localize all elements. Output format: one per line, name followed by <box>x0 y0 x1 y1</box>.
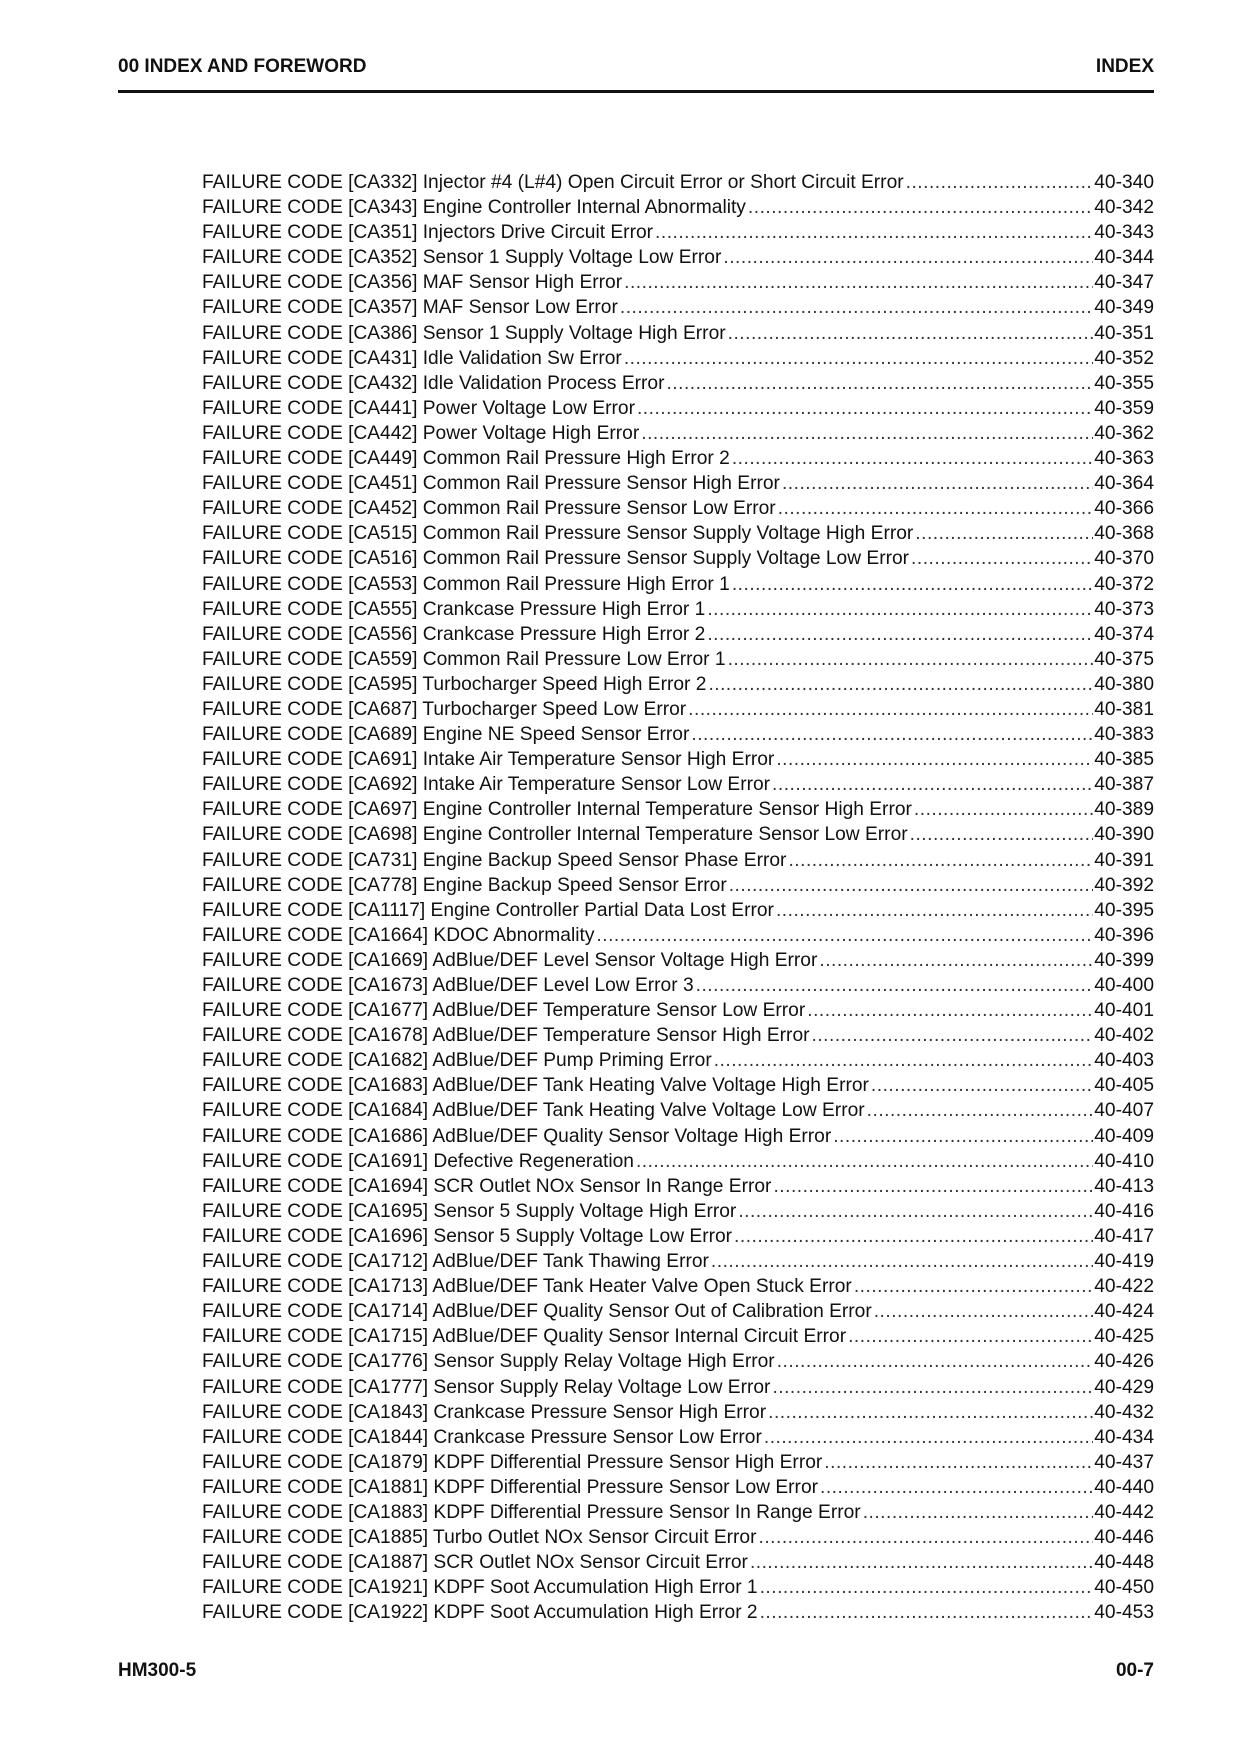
index-entry[interactable] <box>202 446 1154 471</box>
index-entry-page: 40-425 <box>1094 1326 1154 1348</box>
dot-leader <box>637 396 1093 421</box>
index-entry-page: 40-453 <box>1094 1602 1154 1624</box>
dot-leader <box>691 722 1093 747</box>
index-entry[interactable] <box>202 1375 1154 1400</box>
dot-leader <box>748 195 1093 220</box>
index-entry[interactable] <box>202 1400 1154 1425</box>
index-entry-title: FAILURE CODE [CA442] Power Voltage High Error <box>202 422 640 444</box>
index-entry-page: 40-340 <box>1094 172 1154 193</box>
index-entry-title: FAILURE CODE [CA1713] AdBlue/DEF Tank Heater Valve Open Stuck Error <box>202 1276 852 1298</box>
dot-leader <box>772 772 1093 797</box>
index-entry-page: 40-352 <box>1094 347 1154 369</box>
dot-leader <box>772 1375 1093 1400</box>
index-entry-title: FAILURE CODE [CA559] Common Rail Pressure Low Error 1 <box>202 648 726 670</box>
page-header <box>118 56 1154 93</box>
index-entry-page: 40-344 <box>1094 247 1154 269</box>
index-entry[interactable] <box>202 923 1154 948</box>
index-entry-title: FAILURE CODE [CA1921] KDPF Soot Accumulation High Error 1 <box>202 1577 758 1599</box>
index-entry[interactable] <box>202 873 1154 898</box>
dot-leader <box>760 1600 1094 1625</box>
dot-leader <box>776 898 1093 923</box>
dot-leader <box>867 1098 1094 1123</box>
index-entry[interactable] <box>202 822 1154 847</box>
dot-leader <box>788 848 1093 873</box>
dot-leader <box>728 321 1094 346</box>
index-entry-page: 40-419 <box>1094 1251 1154 1273</box>
index-entry[interactable] <box>202 1124 1154 1149</box>
index-entry-page: 40-370 <box>1094 548 1154 570</box>
index-entry[interactable] <box>202 245 1154 270</box>
index-entry-title: FAILURE CODE [CA697] Engine Controller Internal Temperature Sensor High Error <box>202 799 912 821</box>
index-entry[interactable] <box>202 1174 1154 1199</box>
index-entry-title: FAILURE CODE [CA1678] AdBlue/DEF Temperature Sensor High Error <box>202 1025 810 1047</box>
index-entry[interactable] <box>202 1199 1154 1224</box>
index-entry[interactable] <box>202 848 1154 873</box>
dot-leader <box>707 622 1093 647</box>
index-entry-title: FAILURE CODE [CA1664] KDOC Abnormality <box>202 924 595 946</box>
dot-leader <box>711 1249 1093 1274</box>
index-entry-page: 40-375 <box>1094 648 1154 670</box>
index-entry-page: 40-416 <box>1094 1200 1154 1222</box>
index-entry-page: 40-355 <box>1094 372 1154 394</box>
dot-leader <box>636 1149 1093 1174</box>
index-entry[interactable] <box>202 521 1154 546</box>
index-entry-page: 40-389 <box>1094 799 1154 821</box>
dot-leader <box>707 597 1093 622</box>
index-entry[interactable] <box>202 1600 1154 1625</box>
index-entry-page: 40-359 <box>1094 397 1154 419</box>
footer-model-number: HM300-5 <box>118 1660 197 1681</box>
index-entry-title: FAILURE CODE [CA1712] AdBlue/DEF Tank Thawing Error <box>202 1251 709 1273</box>
index-entry[interactable] <box>202 546 1154 571</box>
index-entry-page: 40-450 <box>1094 1577 1154 1599</box>
index-entry-page: 40-400 <box>1094 975 1154 996</box>
index-entry-page: 40-432 <box>1094 1401 1154 1423</box>
index-entry-page: 40-442 <box>1094 1501 1154 1523</box>
index-entry[interactable] <box>202 973 1154 998</box>
dot-leader <box>760 1575 1094 1600</box>
index-entry-page: 40-385 <box>1094 749 1154 771</box>
dot-leader <box>848 1324 1093 1349</box>
index-entry-page: 40-401 <box>1094 1000 1154 1022</box>
index-entry-title: FAILURE CODE [CA1677] AdBlue/DEF Temperature Sensor Low Error <box>202 1000 806 1022</box>
dot-leader <box>778 496 1094 521</box>
index-entry-title: FAILURE CODE [CA1117] Engine Controller Partial Data Lost Error <box>202 899 774 921</box>
index-entry[interactable] <box>202 1575 1154 1600</box>
index-entry-title: FAILURE CODE [CA351] Injectors Drive Circuit Error <box>202 222 654 244</box>
dot-leader <box>915 521 1093 546</box>
index-entry[interactable] <box>202 295 1154 320</box>
dot-leader <box>750 1550 1093 1575</box>
index-entry-page: 40-342 <box>1094 197 1154 219</box>
dot-leader <box>641 421 1093 446</box>
index-entry-page: 40-396 <box>1094 924 1154 946</box>
index-entry-title: FAILURE CODE [CA357] MAF Sensor Low Error <box>202 297 618 319</box>
index-entry[interactable] <box>202 1299 1154 1324</box>
index-entry-title: FAILURE CODE [CA449] Common Rail Pressure High Error 2 <box>202 448 730 470</box>
dot-leader <box>723 245 1093 270</box>
dot-leader <box>906 170 1094 195</box>
index-entry-title: FAILURE CODE [CA1683] AdBlue/DEF Tank Heating Valve Voltage High Error <box>202 1075 869 1097</box>
index-entry[interactable] <box>202 1500 1154 1525</box>
index-entry-title: FAILURE CODE [CA1844] Crankcase Pressure Sensor Low Error <box>202 1426 762 1448</box>
index-entry-title: FAILURE CODE [CA432] Idle Validation Process Error <box>202 372 665 394</box>
index-entry[interactable] <box>202 195 1154 220</box>
index-entry-page: 40-399 <box>1094 949 1154 971</box>
index-entry-title: FAILURE CODE [CA556] Crankcase Pressure High Error 2 <box>202 623 706 645</box>
index-entry-title: FAILURE CODE [CA332] Injector #4 (L#4) Open Circuit Error or Short Circuit Error <box>202 172 904 193</box>
index-entry[interactable] <box>202 1274 1154 1299</box>
dot-leader <box>871 1073 1093 1098</box>
index-entry-page: 40-395 <box>1094 899 1154 921</box>
index-entry-title: FAILURE CODE [CA356] MAF Sensor High Error <box>202 272 623 294</box>
dot-leader <box>596 923 1093 948</box>
dot-leader <box>696 973 1094 998</box>
index-entry[interactable] <box>202 1525 1154 1550</box>
index-entry-title: FAILURE CODE [CA691] Intake Air Temperature Sensor High Error <box>202 749 775 771</box>
index-entry-page: 40-403 <box>1094 1050 1154 1072</box>
index-entry-page: 40-422 <box>1094 1276 1154 1298</box>
index-entry-title: FAILURE CODE [CA1843] Crankcase Pressure Sensor High Error <box>202 1401 767 1423</box>
dot-leader <box>620 295 1093 320</box>
index-entry[interactable] <box>202 1475 1154 1500</box>
index-entry-page: 40-391 <box>1094 849 1154 871</box>
index-entry[interactable] <box>202 220 1154 245</box>
index-entry-title: FAILURE CODE [CA778] Engine Backup Speed Sensor Error <box>202 874 727 896</box>
index-entry-page: 40-363 <box>1094 448 1154 470</box>
index-entry[interactable] <box>202 396 1154 421</box>
dot-leader <box>728 647 1094 672</box>
index-entry-title: FAILURE CODE [CA1694] SCR Outlet NOx Sensor In Range Error <box>202 1175 772 1197</box>
dot-leader <box>914 797 1093 822</box>
dot-leader <box>734 1224 1093 1249</box>
index-entry-title: FAILURE CODE [CA1883] KDPF Differential Pressure Sensor In Range Error <box>202 1501 861 1523</box>
index-entry[interactable] <box>202 672 1154 697</box>
index-entry[interactable] <box>202 797 1154 822</box>
index-entry[interactable] <box>202 1149 1154 1174</box>
index-entry-page: 40-424 <box>1094 1301 1154 1323</box>
index-entry-title: FAILURE CODE [CA1686] AdBlue/DEF Quality Sensor Voltage High Error <box>202 1125 832 1147</box>
dot-leader <box>729 873 1094 898</box>
index-entry-title: FAILURE CODE [CA1691] Defective Regeneration <box>202 1150 634 1172</box>
index-entry-title: FAILURE CODE [CA451] Common Rail Pressure Sensor High Error <box>202 473 780 495</box>
index-entry-title: FAILURE CODE [CA1777] Sensor Supply Relay Voltage Low Error <box>202 1376 771 1398</box>
index-entry-page: 40-446 <box>1094 1527 1154 1549</box>
index-entry-page: 40-380 <box>1094 673 1154 695</box>
dot-leader <box>820 1475 1093 1500</box>
index-entry-title: FAILURE CODE [CA1881] KDPF Differential Pressure Sensor Low Error <box>202 1476 819 1498</box>
dot-leader <box>776 747 1093 772</box>
index-entry[interactable] <box>202 1249 1154 1274</box>
footer-page-number: 00-7 <box>1115 1660 1154 1681</box>
index-entry-page: 40-343 <box>1094 222 1154 244</box>
index-entry-title: FAILURE CODE [CA1776] Sensor Supply Relay Voltage High Error <box>202 1351 775 1373</box>
index-entry-page: 40-366 <box>1094 498 1154 520</box>
index-entry-page: 40-410 <box>1094 1150 1154 1172</box>
index-entry[interactable] <box>202 772 1154 797</box>
index-entry[interactable] <box>202 747 1154 772</box>
index-entry-page: 40-434 <box>1094 1426 1154 1448</box>
index-entry-title: FAILURE CODE [CA343] Engine Controller Internal Abnormality <box>202 197 746 219</box>
index-entry-page: 40-409 <box>1094 1125 1154 1147</box>
index-entry[interactable] <box>202 1224 1154 1249</box>
index-entry[interactable] <box>202 371 1154 396</box>
dot-leader <box>655 220 1093 245</box>
dot-leader <box>708 672 1093 697</box>
index-entry-title: FAILURE CODE [CA515] Common Rail Pressure Sensor Supply Voltage High Error <box>202 523 914 545</box>
index-entry-page: 40-387 <box>1094 774 1154 796</box>
index-entry[interactable] <box>202 1324 1154 1349</box>
index-entry-page: 40-351 <box>1094 322 1154 344</box>
dot-leader <box>666 371 1093 396</box>
index-entry[interactable] <box>202 948 1154 973</box>
index-entry-page: 40-368 <box>1094 523 1154 545</box>
index-entry[interactable] <box>202 346 1154 371</box>
index-entry-title: FAILURE CODE [CA687] Turbocharger Speed Low Error <box>202 698 687 720</box>
index-entry-title: FAILURE CODE [CA698] Engine Controller Internal Temperature Sensor Low Error <box>202 824 908 846</box>
index-entry-title: FAILURE CODE [CA386] Sensor 1 Supply Voltage High Error <box>202 322 726 344</box>
dot-leader <box>812 1023 1094 1048</box>
index-entry-page: 40-374 <box>1094 623 1154 645</box>
index-entry-title: FAILURE CODE [CA516] Common Rail Pressure Sensor Supply Voltage Low Error <box>202 548 910 570</box>
index-entry-page: 40-413 <box>1094 1175 1154 1197</box>
dot-leader <box>854 1274 1093 1299</box>
dot-leader <box>911 546 1093 571</box>
index-entry-page: 40-347 <box>1094 272 1154 294</box>
dot-leader <box>773 1174 1093 1199</box>
index-entry[interactable] <box>202 1048 1154 1073</box>
dot-leader <box>732 572 1093 597</box>
index-entry-title: FAILURE CODE [CA441] Power Voltage Low Error <box>202 397 635 419</box>
index-entry[interactable] <box>202 697 1154 722</box>
index-entry-page: 40-349 <box>1094 297 1154 319</box>
dot-leader <box>782 471 1093 496</box>
dot-leader <box>824 1450 1093 1475</box>
index-entry-page: 40-448 <box>1094 1552 1154 1574</box>
index-entry[interactable] <box>202 270 1154 295</box>
index-entry[interactable] <box>202 170 1154 195</box>
index-entry-title: FAILURE CODE [CA1887] SCR Outlet NOx Sensor Circuit Error <box>202 1552 748 1574</box>
index-entry-title: FAILURE CODE [CA1669] AdBlue/DEF Level Sensor Voltage High Error <box>202 949 818 971</box>
index-entry-title: FAILURE CODE [CA692] Intake Air Temperature Sensor Low Error <box>202 774 771 796</box>
index-entry-page: 40-373 <box>1094 598 1154 620</box>
index-entry-page: 40-429 <box>1094 1376 1154 1398</box>
dot-leader <box>624 346 1093 371</box>
index-entry-page: 40-383 <box>1094 724 1154 746</box>
index-entry[interactable] <box>202 421 1154 446</box>
index-entry[interactable] <box>202 722 1154 747</box>
index-entry[interactable] <box>202 898 1154 923</box>
index-entry[interactable] <box>202 1023 1154 1048</box>
index-entry-title: FAILURE CODE [CA431] Idle Validation Sw Error <box>202 347 622 369</box>
index-entry-title: FAILURE CODE [CA1673] AdBlue/DEF Level Low Error 3 <box>202 975 694 996</box>
index-entry[interactable] <box>202 1349 1154 1374</box>
index-entry-page: 40-381 <box>1094 698 1154 720</box>
index-entry[interactable] <box>202 1550 1154 1575</box>
index-entry-page: 40-440 <box>1094 1476 1154 1498</box>
index-entry-title: FAILURE CODE [CA352] Sensor 1 Supply Voltage Low Error <box>202 247 722 269</box>
index-entry-title: FAILURE CODE [CA1715] AdBlue/DEF Quality Sensor Internal Circuit Error <box>202 1326 847 1348</box>
index-entry[interactable] <box>202 471 1154 496</box>
index-entry[interactable] <box>202 597 1154 622</box>
index-list <box>202 170 1154 1625</box>
index-entry-page: 40-362 <box>1094 422 1154 444</box>
index-entry[interactable] <box>202 1425 1154 1450</box>
index-entry-page: 40-390 <box>1094 824 1154 846</box>
index-entry-page: 40-407 <box>1094 1100 1154 1122</box>
index-entry[interactable] <box>202 572 1154 597</box>
index-entry[interactable] <box>202 647 1154 672</box>
index-entry-page: 40-437 <box>1094 1451 1154 1473</box>
dot-leader <box>819 948 1093 973</box>
dot-leader <box>714 1048 1094 1073</box>
index-entry-title: FAILURE CODE [CA731] Engine Backup Speed Sensor Phase Error <box>202 849 787 871</box>
index-entry-page: 40-426 <box>1094 1351 1154 1373</box>
index-entry-title: FAILURE CODE [CA689] Engine NE Speed Sensor Error <box>202 724 690 746</box>
index-entry-title: FAILURE CODE [CA1682] AdBlue/DEF Pump Priming Error <box>202 1050 712 1072</box>
index-entry[interactable] <box>202 1098 1154 1123</box>
index-entry-page: 40-402 <box>1094 1025 1154 1047</box>
index-entry-title: FAILURE CODE [CA555] Crankcase Pressure High Error 1 <box>202 598 706 620</box>
index-entry-title: FAILURE CODE [CA1695] Sensor 5 Supply Voltage High Error <box>202 1200 737 1222</box>
page-footer <box>118 1660 1154 1682</box>
dot-leader <box>910 822 1094 847</box>
index-entry-title: FAILURE CODE [CA1885] Turbo Outlet NOx Sensor Circuit Error <box>202 1527 757 1549</box>
header-section-title: 00 INDEX AND FOREWORD <box>118 56 367 77</box>
dot-leader <box>624 270 1093 295</box>
index-entry[interactable] <box>202 496 1154 521</box>
header-index-label: INDEX <box>1095 56 1154 77</box>
index-entry-page: 40-364 <box>1094 473 1154 495</box>
index-entry[interactable] <box>202 622 1154 647</box>
dot-leader <box>768 1400 1093 1425</box>
index-entry-title: FAILURE CODE [CA595] Turbocharger Speed High Error 2 <box>202 673 707 695</box>
index-entry-title: FAILURE CODE [CA1714] AdBlue/DEF Quality Sensor Out of Calibration Error <box>202 1301 872 1323</box>
index-entry-title: FAILURE CODE [CA1684] AdBlue/DEF Tank Heating Valve Voltage Low Error <box>202 1100 865 1122</box>
index-entry[interactable] <box>202 1073 1154 1098</box>
index-entry-title: FAILURE CODE [CA553] Common Rail Pressure High Error 1 <box>202 573 730 595</box>
index-entry[interactable] <box>202 1450 1154 1475</box>
index-entry-title: FAILURE CODE [CA1696] Sensor 5 Supply Voltage Low Error <box>202 1225 733 1247</box>
index-entry-page: 40-372 <box>1094 573 1154 595</box>
index-entry-page: 40-417 <box>1094 1225 1154 1247</box>
index-entry-page: 40-405 <box>1094 1075 1154 1097</box>
index-entry-title: FAILURE CODE [CA1879] KDPF Differential Pressure Sensor High Error <box>202 1451 823 1473</box>
index-entry-title: FAILURE CODE [CA1922] KDPF Soot Accumulation High Error 2 <box>202 1602 758 1624</box>
dot-leader <box>738 1199 1093 1224</box>
dot-leader <box>833 1124 1093 1149</box>
index-entry[interactable] <box>202 321 1154 346</box>
dot-leader <box>764 1425 1093 1450</box>
dot-leader <box>874 1299 1094 1324</box>
dot-leader <box>759 1525 1094 1550</box>
index-entry[interactable] <box>202 998 1154 1023</box>
index-entry-title: FAILURE CODE [CA452] Common Rail Pressure Sensor Low Error <box>202 498 776 520</box>
dot-leader <box>732 446 1093 471</box>
dot-leader <box>807 998 1093 1023</box>
dot-leader <box>777 1349 1094 1374</box>
dot-leader <box>863 1500 1094 1525</box>
dot-leader <box>688 697 1093 722</box>
index-entry-page: 40-392 <box>1094 874 1154 896</box>
